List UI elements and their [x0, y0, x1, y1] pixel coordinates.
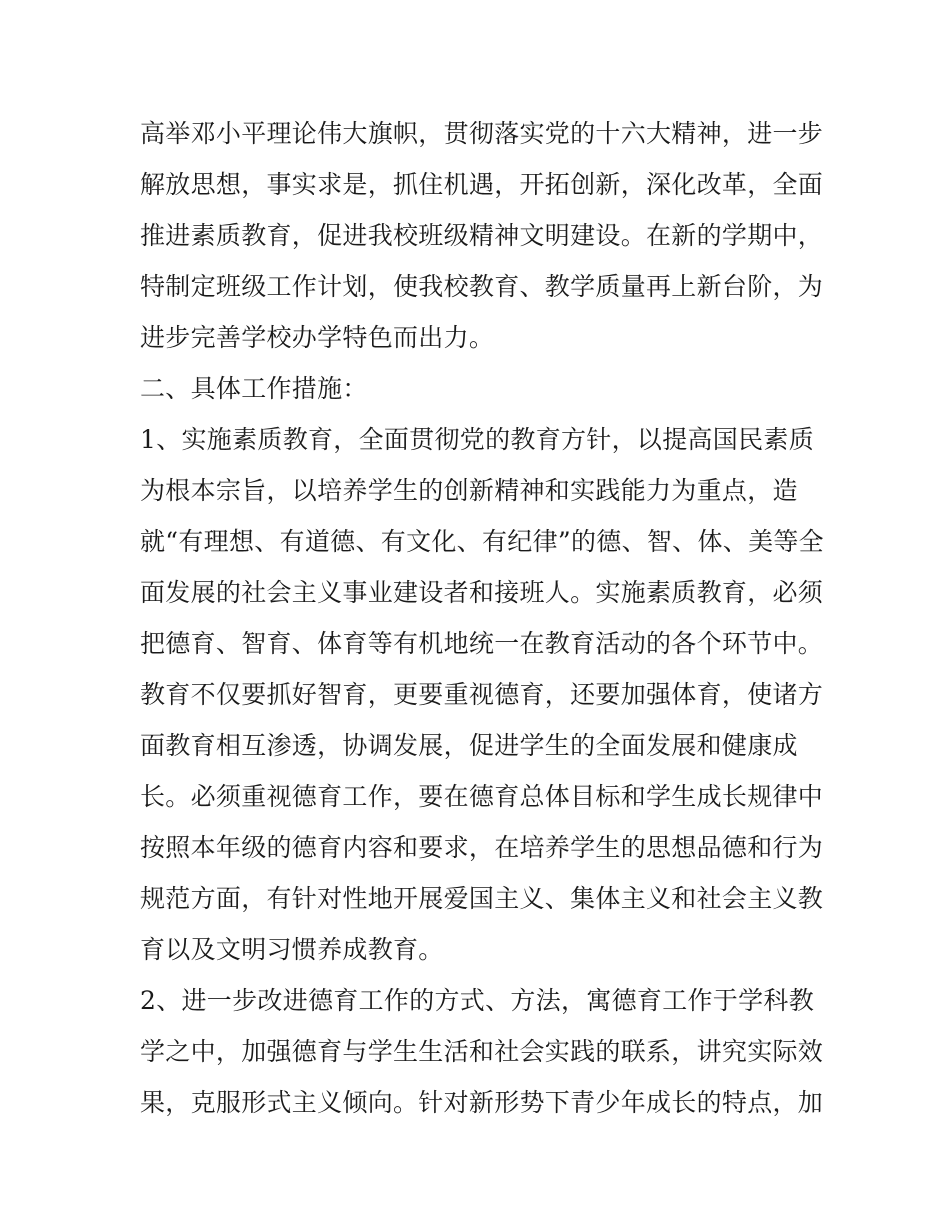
- text-line: 果，克服形式主义倾向。针对新形势下青少年成长的特点，加: [140, 1088, 824, 1117]
- text-line: 规范方面，有针对性地开展爱国主义、集体主义和社会主义教: [140, 884, 824, 913]
- text-line: 长。必须重视德育工作，要在德育总体目标和学生成长规律中: [140, 782, 824, 811]
- text-line: 面教育相互渗透，协调发展，促进学生的全面发展和健康成: [140, 731, 798, 760]
- text-line: 进步完善学校办学特色而出力。: [140, 323, 495, 352]
- text-line: 育以及文明习惯养成教育。: [140, 935, 444, 964]
- text-line: 就“有理想、有道德、有文化、有纪律”的德、智、体、美等全: [140, 527, 824, 556]
- text-line: 按照本年级的德育内容和要求，在培养学生的思想品德和行为: [140, 833, 824, 862]
- text-line: 学之中，加强德育与学生生活和社会实践的联系，讲究实际效: [140, 1037, 824, 1066]
- text-line: 解放思想，事实求是，抓住机遇，开拓创新，深化改革，全面: [140, 170, 824, 199]
- text-line: 把德育、智育、体育等有机地统一在教育活动的各个环节中。: [140, 629, 824, 658]
- text-line: 教育不仅要抓好智育，更要重视德育，还要加强体育，使诸方: [140, 680, 824, 709]
- text-line: 1、实施素质教育，全面贯彻党的教育方针，以提高国民素质: [140, 425, 815, 454]
- section-heading: 二、具体工作措施：: [140, 374, 368, 403]
- text-line: 高举邓小平理论伟大旗帜，贯彻落实党的十六大精神，进一步: [140, 119, 824, 148]
- text-line: 为根本宗旨，以培养学生的创新精神和实践能力为重点，造: [140, 476, 798, 505]
- text-line: 2、进一步改进德育工作的方式、方法，寓德育工作于学科教: [140, 986, 815, 1015]
- text-line: 面发展的社会主义事业建设者和接班人。实施素质教育，必须: [140, 578, 824, 607]
- text-line: 特制定班级工作计划，使我校教育、教学质量再上新台阶，为: [140, 272, 824, 301]
- text-line: 推进素质教育，促进我校班级精神文明建设。在新的学期中，: [140, 221, 824, 250]
- document-body: [140, 108, 824, 1128]
